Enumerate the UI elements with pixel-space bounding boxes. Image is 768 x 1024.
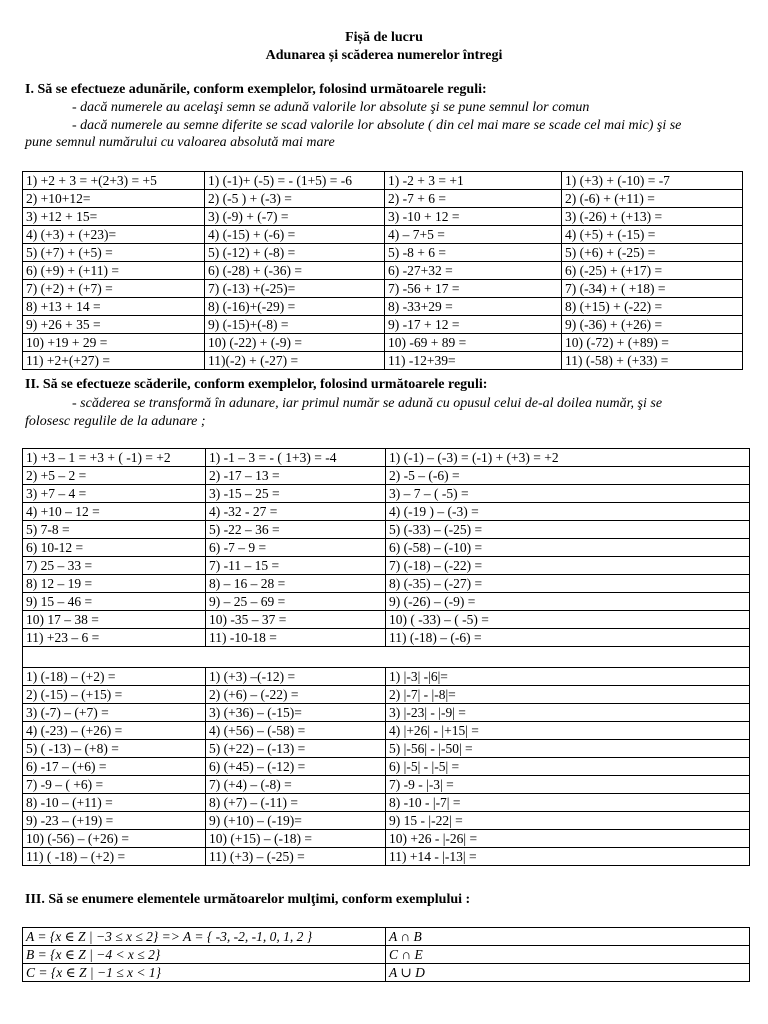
table-cell: 4) (+3) + (+23)= [23, 226, 205, 244]
table-cell: 9) (+10) – (-19)= [206, 812, 386, 830]
table-cell: 5) -8 + 6 = [385, 244, 562, 262]
table-cell: 4) -32 - 27 = [206, 503, 386, 521]
table-cell: 9) 15 - |-22| = [386, 812, 750, 830]
table-cell: 10) -69 + 89 = [385, 334, 562, 352]
table-cell: 7) -9 - |-3| = [386, 776, 750, 794]
table-cell: 5) ( -13) – (+8) = [23, 740, 206, 758]
table-cell: 5) (-33) – (-25) = [386, 521, 750, 539]
page-subtitle: Adunarea și scăderea numerelor întregi [265, 48, 503, 63]
table-row [23, 848, 750, 866]
table-cell: 7) 25 – 33 = [23, 557, 206, 575]
table-cell: 3) -15 – 25 = [206, 485, 386, 503]
table-cell: 3) (-7) – (+7) = [23, 704, 206, 722]
table-cell: 9) (-15)+(-8) = [205, 316, 385, 334]
subtraction-table-body [23, 449, 750, 866]
subtraction-table [22, 448, 750, 866]
table-cell: 9) -23 – (+19) = [23, 812, 206, 830]
table-cell: 10) +19 + 29 = [23, 334, 205, 352]
table-cell: 10) 17 – 38 = [23, 611, 206, 629]
table-row [23, 964, 750, 982]
table-separator-cell [23, 647, 750, 668]
sets-table [22, 927, 750, 982]
table-cell: 6) -27+32 = [385, 262, 562, 280]
table-cell: 8) – 16 – 28 = [206, 575, 386, 593]
table-cell: 3) +7 – 4 = [23, 485, 206, 503]
table-cell: 7) -9 – ( +6) = [23, 776, 206, 794]
table-cell: 5) (-12) + (-8) = [205, 244, 385, 262]
table-cell: 1) +3 – 1 = +3 + ( -1) = +2 [23, 449, 206, 467]
table-cell: 9) (-36) + (+26) = [562, 316, 743, 334]
table-cell: 4) +10 – 12 = [23, 503, 206, 521]
table-row [23, 740, 750, 758]
table-cell: 4) |+26| - |+15| = [386, 722, 750, 740]
table-cell: 11) (-18) – (-6) = [386, 629, 750, 647]
set-definition: B = {x ∈ Z | −4 < x ≤ 2} [23, 946, 386, 964]
table-row [23, 449, 750, 467]
table-cell: 7) (+4) – (-8) = [206, 776, 386, 794]
table-cell: 6) (+45) – (-12) = [206, 758, 386, 776]
table-cell: 8) 12 – 19 = [23, 575, 206, 593]
table-cell: 4) (-19 ) – (-3) = [386, 503, 750, 521]
section-2-rule-1a: - scăderea se transformă în adunare, iar primul număr se adună cu opusul celui de-al doilea număr, şi se [72, 396, 663, 411]
table-row [23, 503, 750, 521]
table-cell: 8) +13 + 14 = [23, 298, 205, 316]
table-cell: 10) (-22) + (-9) = [205, 334, 385, 352]
table-cell: 9) -17 + 12 = [385, 316, 562, 334]
table-cell: 5) |-56| - |-50| = [386, 740, 750, 758]
table-row [23, 334, 743, 352]
table-cell: 11)(-2) + (-27) = [205, 352, 385, 370]
table-cell: 9) (-26) – (-9) = [386, 593, 750, 611]
set-operation: A ∪ D [386, 964, 750, 982]
table-cell: 2) (+6) – (-22) = [206, 686, 386, 704]
table-cell: 11) (-58) + (+33) = [562, 352, 743, 370]
table-cell: 11) +2+(+27) = [23, 352, 205, 370]
table-cell: 8) (-35) – (-27) = [386, 575, 750, 593]
table-cell: 11) +14 - |-13| = [386, 848, 750, 866]
table-cell: 8) -10 – (+11) = [23, 794, 206, 812]
table-cell: 5) 7-8 = [23, 521, 206, 539]
table-cell: 5) (+7) + (+5) = [23, 244, 205, 262]
table-cell: 1) -2 + 3 = +1 [385, 172, 562, 190]
table-cell: 9) +26 + 35 = [23, 316, 205, 334]
table-row [23, 575, 750, 593]
table-cell: 8) (-16)+(-29) = [205, 298, 385, 316]
table-row [23, 776, 750, 794]
table-cell: 1) (-18) – (+2) = [23, 668, 206, 686]
table-cell: 7) -56 + 17 = [385, 280, 562, 298]
table-row [23, 629, 750, 647]
table-row [23, 539, 750, 557]
table-cell: 6) (-25) + (+17) = [562, 262, 743, 280]
addition-table-body [23, 172, 743, 370]
set-definition: A = {x ∈ Z | −3 ≤ x ≤ 2} => A = { -3, -2, -1, 0, 1, 2 } [23, 928, 386, 946]
table-row [23, 316, 743, 334]
table-cell: 3) +12 + 15= [23, 208, 205, 226]
table-cell: 5) (+22) – (-13) = [206, 740, 386, 758]
set-operation: A ∩ B [386, 928, 750, 946]
table-cell: 2) -7 + 6 = [385, 190, 562, 208]
table-cell: 5) (+6) + (-25) = [562, 244, 743, 262]
table-cell: 6) 10-12 = [23, 539, 206, 557]
table-cell: 2) (-15) – (+15) = [23, 686, 206, 704]
table-cell: 3) (-9) + (-7) = [205, 208, 385, 226]
table-cell: 2) -17 – 13 = [206, 467, 386, 485]
table-row [23, 298, 743, 316]
section-1-rule-2a: - dacă numerele au semne diferite se scad valorile lor absolute ( din cel mai mare se scade cel mai mic) şi se [72, 118, 682, 133]
table-cell: 6) -7 – 9 = [206, 539, 386, 557]
addition-table [22, 171, 743, 370]
table-row [23, 352, 743, 370]
table-cell: 1) +2 + 3 = +(2+3) = +5 [23, 172, 205, 190]
table-cell: 5) -22 – 36 = [206, 521, 386, 539]
table-row [23, 485, 750, 503]
table-row [23, 172, 743, 190]
table-separator-row [23, 647, 750, 668]
page-title: Fișă de lucru [345, 30, 423, 45]
table-cell: 8) (+7) – (-11) = [206, 794, 386, 812]
table-cell: 11) -10-18 = [206, 629, 386, 647]
table-cell: 4) (+5) + (-15) = [562, 226, 743, 244]
table-cell: 7) (-18) – (-22) = [386, 557, 750, 575]
table-cell: 6) (+9) + (+11) = [23, 262, 205, 280]
table-cell: 7) (+2) + (+7) = [23, 280, 205, 298]
table-cell: 10) ( -33) – ( -5) = [386, 611, 750, 629]
table-row [23, 758, 750, 776]
table-cell: 3) – 7 – ( -5) = [386, 485, 750, 503]
table-cell: 6) (-28) + (-36) = [205, 262, 385, 280]
table-cell: 6) |-5| - |-5| = [386, 758, 750, 776]
table-cell: 10) (+15) – (-18) = [206, 830, 386, 848]
table-cell: 10) (-56) – (+26) = [23, 830, 206, 848]
table-cell: 11) ( -18) – (+2) = [23, 848, 206, 866]
table-cell: 2) (-6) + (+11) = [562, 190, 743, 208]
table-row [23, 928, 750, 946]
table-cell: 1) |-3| -|6|= [386, 668, 750, 686]
table-cell: 3) (+36) – (-15)= [206, 704, 386, 722]
table-row [23, 244, 743, 262]
table-cell: 1) (+3) + (-10) = -7 [562, 172, 743, 190]
section-3-heading: III. Să se enumere elementele următoarelor mulţimi, conform exemplului : [25, 892, 471, 907]
table-cell: 8) -33+29 = [385, 298, 562, 316]
table-row [23, 722, 750, 740]
table-row [23, 280, 743, 298]
table-cell: 7) -11 – 15 = [206, 557, 386, 575]
table-row [23, 611, 750, 629]
table-cell: 2) +5 – 2 = [23, 467, 206, 485]
table-cell: 1) (+3) –(-12) = [206, 668, 386, 686]
table-row [23, 704, 750, 722]
table-row [23, 557, 750, 575]
table-row [23, 946, 750, 964]
table-cell: 8) -10 - |-7| = [386, 794, 750, 812]
table-row [23, 467, 750, 485]
table-cell: 11) -12+39= [385, 352, 562, 370]
table-cell: 4) (+56) – (-58) = [206, 722, 386, 740]
section-1-rule-2b: pune semnul numărului cu valoarea absolută mai mare [25, 135, 335, 150]
table-cell: 4) (-15) + (-6) = [205, 226, 385, 244]
table-row [23, 521, 750, 539]
table-row [23, 226, 743, 244]
table-cell: 4) – 7+5 = [385, 226, 562, 244]
section-1-rule-1: - dacă numerele au acelaşi semn se adună valorile lor absolute şi se pune semnul lor comun [72, 100, 590, 115]
table-cell: 8) (+15) + (-22) = [562, 298, 743, 316]
table-cell: 9) 15 – 46 = [23, 593, 206, 611]
table-cell: 7) (-13) +(-25)= [205, 280, 385, 298]
table-row [23, 262, 743, 280]
table-cell: 6) (-58) – (-10) = [386, 539, 750, 557]
table-cell: 2) -5 – (-6) = [386, 467, 750, 485]
table-row [23, 668, 750, 686]
section-2-heading: II. Să se efectueze scăderile, conform exemplelor, folosind următoarele reguli: [25, 377, 488, 392]
table-cell: 9) – 25 – 69 = [206, 593, 386, 611]
table-cell: 10) -35 – 37 = [206, 611, 386, 629]
table-row [23, 794, 750, 812]
table-row [23, 208, 743, 226]
table-cell: 3) -10 + 12 = [385, 208, 562, 226]
section-1-heading: I. Să se efectueze adunările, conform exemplelor, folosind următoarele reguli: [25, 82, 487, 97]
table-cell: 2) (-5 ) + (-3) = [205, 190, 385, 208]
table-row [23, 686, 750, 704]
table-cell: 3) |-23| - |-9| = [386, 704, 750, 722]
table-cell: 3) (-26) + (+13) = [562, 208, 743, 226]
set-definition: C = {x ∈ Z | −1 ≤ x < 1} [23, 964, 386, 982]
table-cell: 2) +10+12= [23, 190, 205, 208]
table-cell: 10) +26 - |-26| = [386, 830, 750, 848]
table-row [23, 190, 743, 208]
table-row [23, 593, 750, 611]
table-cell: 1) (-1)+ (-5) = - (1+5) = -6 [205, 172, 385, 190]
table-cell: 6) -17 – (+6) = [23, 758, 206, 776]
section-2-rule-1b: folosesc regulile de la adunare ; [25, 414, 206, 429]
table-cell: 4) (-23) – (+26) = [23, 722, 206, 740]
table-cell: 11) (+3) – (-25) = [206, 848, 386, 866]
table-cell: 2) |-7| - |-8|= [386, 686, 750, 704]
table-cell: 7) (-34) + ( +18) = [562, 280, 743, 298]
table-cell: 1) (-1) – (-3) = (-1) + (+3) = +2 [386, 449, 750, 467]
table-cell: 11) +23 – 6 = [23, 629, 206, 647]
table-cell: 10) (-72) + (+89) = [562, 334, 743, 352]
set-operation: C ∩ E [386, 946, 750, 964]
table-row [23, 830, 750, 848]
table-row [23, 812, 750, 830]
table-cell: 1) -1 – 3 = - ( 1+3) = -4 [206, 449, 386, 467]
